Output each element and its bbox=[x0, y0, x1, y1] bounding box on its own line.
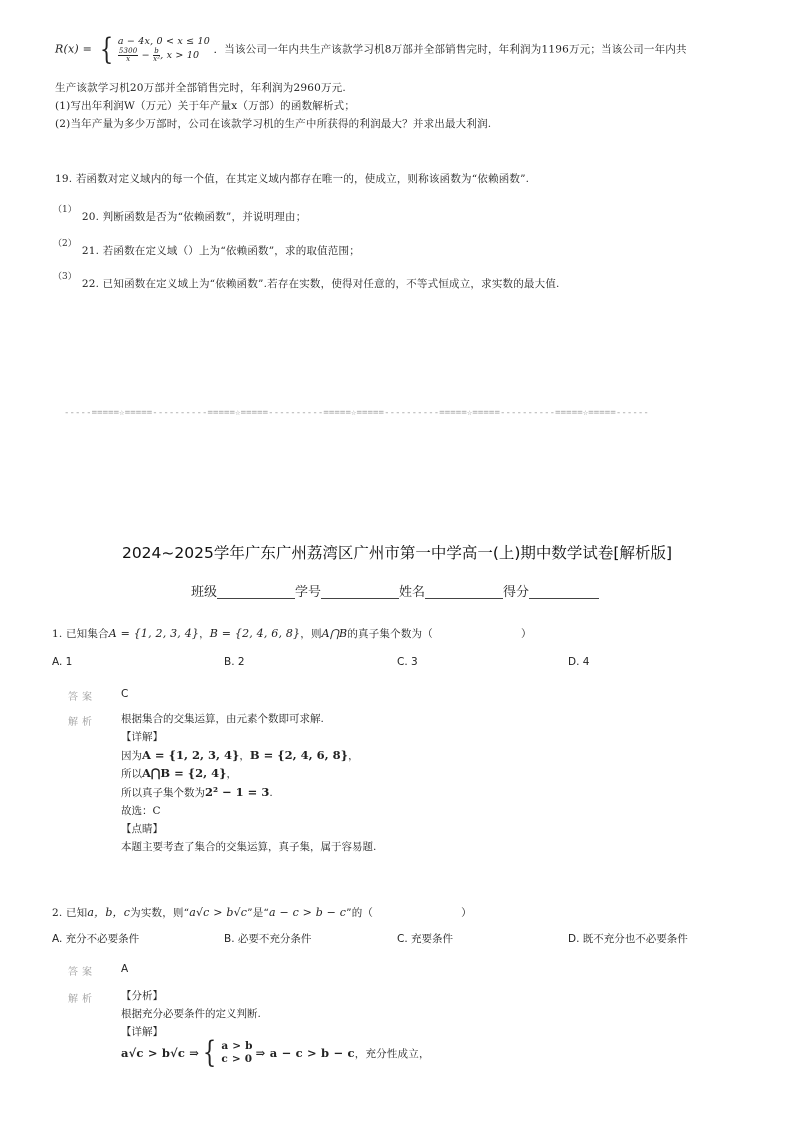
p2-answer-label: 答案 bbox=[68, 967, 96, 978]
p1-option-d[interactable]: D. 4 bbox=[568, 656, 590, 668]
intro-question-2: (2)当年产量为多少万部时，公司在该款学习机的生产中所获得的利润最大？并求出最大利润. bbox=[55, 118, 492, 130]
intro-line1-tail: ．当该公司一年内共生产该款学习机8万部并全部销售完时，年利润为1196万元；当该公司一年内共 bbox=[213, 43, 687, 56]
student-info-fields bbox=[191, 581, 599, 600]
sub-badge: （2） bbox=[53, 239, 77, 249]
sub-text: 21. 若函数在定义域（）上为“依赖函数”，求的取值范围； bbox=[81, 245, 360, 257]
p2-analysis-label: 解析 bbox=[68, 994, 96, 1005]
p2-derivation: a√c > b√c ⇒ { a > b c > 0 ⇒ a − c > b − c ，充分性成立， bbox=[121, 1035, 430, 1070]
r-lhs: R(x) = bbox=[55, 42, 92, 56]
sub-badge: （1） bbox=[53, 205, 77, 215]
field-score-blank[interactable] bbox=[529, 586, 599, 599]
p2-option-a[interactable]: A. 充分不必要条件 bbox=[52, 933, 140, 945]
p1-answer-label: 答案 bbox=[68, 692, 96, 703]
exam-title: 2024~2025学年广东广州荔湾区广州市第一中学高一(上)期中数学试卷[解析版] bbox=[121, 544, 673, 562]
field-name-blank[interactable] bbox=[425, 586, 503, 599]
p1-answer-value: C bbox=[121, 688, 129, 700]
p2-stem: 2. 已知a，b，c为实数，则“a√c > b√c”是“a − c > b − c”的（ ） bbox=[52, 906, 472, 919]
p1-stem: 1. 已知集合A = {1, 2, 3, 4}，B = {2, 4, 6, 8}，则A⋂B的真子集个数为（ ） bbox=[52, 627, 532, 640]
p1-analysis-label: 解析 bbox=[68, 717, 96, 728]
p2-option-d[interactable]: D. 既不充分也不必要条件 bbox=[568, 933, 688, 945]
p2-answer-value: A bbox=[121, 963, 129, 975]
q19-stem: 19. 若函数对定义域内的每一个值，在其定义域内都存在唯一的，使成立，则称该函数为“依赖函数”. bbox=[55, 173, 530, 185]
r-function-line bbox=[55, 31, 687, 67]
field-id-label: 学号 bbox=[295, 585, 322, 600]
intro-line2: 生产该款学习机20万部并全部销售完时，年利润为2960万元. bbox=[55, 82, 346, 94]
field-score-label: 得分 bbox=[503, 585, 530, 600]
field-class-label: 班级 bbox=[191, 585, 218, 600]
sub-text: 20. 判断函数是否为“依赖函数”，并说明理由； bbox=[81, 211, 307, 223]
intro-question-1: (1)写出年利润W（万元）关于年产量x（万部）的函数解析式； bbox=[55, 100, 356, 112]
p1-option-b[interactable]: B. 2 bbox=[224, 656, 245, 668]
q19-sub-1 bbox=[53, 197, 307, 223]
field-class-blank[interactable] bbox=[217, 586, 295, 599]
r-case-2: $\frac{5300}{x}$ − $\frac{b}{\text{x²}}$ , x > 10 bbox=[118, 47, 200, 63]
r-case-1: a − 4x, 0 < x ≤ 10 bbox=[117, 36, 211, 47]
left-brace: { bbox=[99, 31, 113, 67]
field-name-label: 姓名 bbox=[399, 585, 426, 600]
section-divider: -----=====☆=====----------=====☆=====----------=====☆=====----------=====☆=====----------=====☆=====------ bbox=[64, 408, 649, 418]
q19-sub-3 bbox=[53, 264, 560, 290]
p2-analysis: 【分析】 根据充分必要条件的定义判断. 【详解】 bbox=[121, 990, 261, 1038]
field-id-blank[interactable] bbox=[321, 586, 399, 599]
sub-badge: （3） bbox=[53, 272, 77, 282]
p2-option-b[interactable]: B. 必要不充分条件 bbox=[224, 933, 312, 945]
sub-text: 22. 已知函数在定义域上为“依赖函数”.若存在实数，使得对任意的，不等式恒成立，求实数的最大值. bbox=[81, 278, 560, 290]
q19-sub-2 bbox=[53, 231, 360, 257]
piecewise-definition bbox=[96, 31, 211, 67]
p1-option-a[interactable]: A. 1 bbox=[52, 656, 73, 668]
p1-option-c[interactable]: C. 3 bbox=[397, 656, 418, 668]
p1-analysis: 根据集合的交集运算，由元素个数即可求解. 【详解】 因为A = {1, 2, 3, 4}，B = {2, 4, 6, 8}， 所以A⋂B = {2, 4}， 所以真子集个数为2² − 1 = 3. 故选：C 【点睛】 本题主要考查了集合的交集运算，真子集，属于容易题. bbox=[121, 713, 377, 853]
p2-option-c[interactable]: C. 充要条件 bbox=[397, 933, 454, 945]
